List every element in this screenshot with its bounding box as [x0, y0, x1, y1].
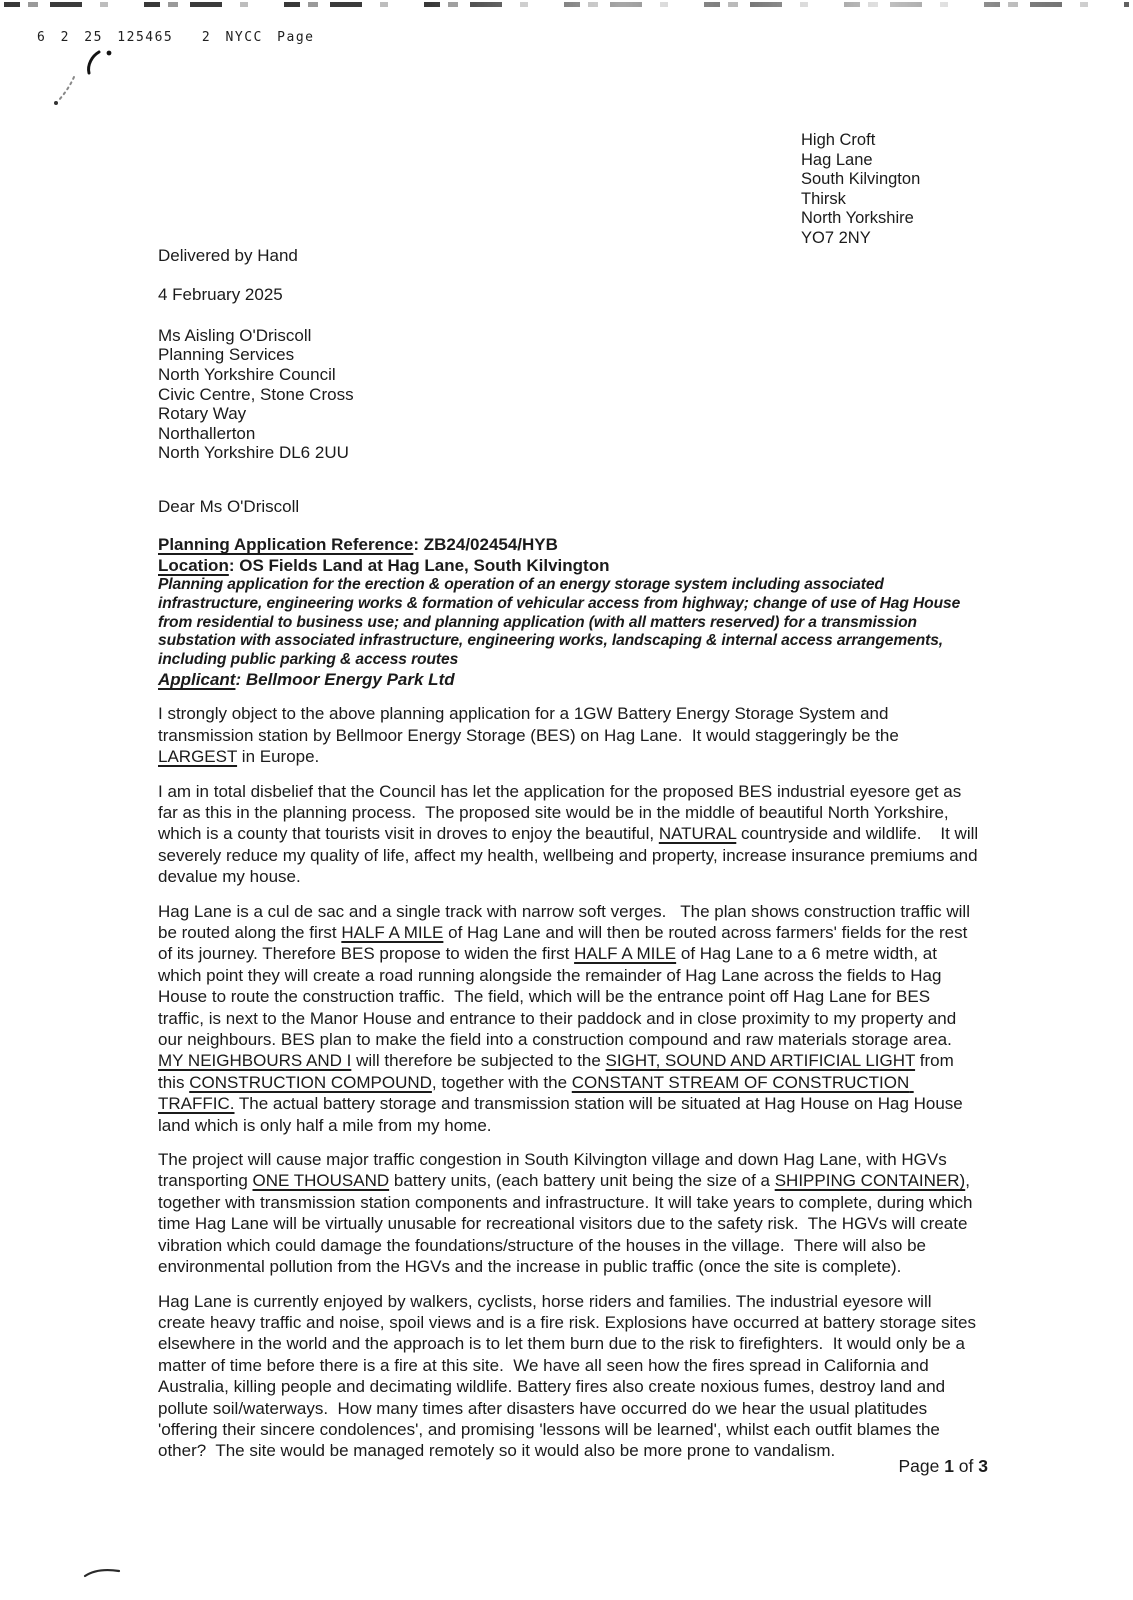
address-line: North Yorkshire DL6 2UU	[158, 443, 349, 463]
planning-reference-value: : ZB24/02454/HYB	[413, 535, 558, 555]
underlined-phrase: ONE THOUSAND	[252, 1171, 390, 1191]
applicant-line	[158, 669, 980, 691]
underlined-phrase: LARGEST	[158, 747, 238, 767]
objection-paragraph-2	[158, 781, 983, 888]
address-line: North Yorkshire Council	[158, 365, 336, 384]
text-segment: from this	[158, 1051, 959, 1092]
page-number: 1	[944, 1456, 954, 1476]
proposal-description: Planning application for the erection & operation of an energy storage system including associated infrastructure, engineering works & formation of vehicular access from highway; change of use of Hag House from residential to business use; and planning application (with all matters reserved) for a transmission substation with associated infrastructure, engineering works, landscaping & internal access arrangements, including public parking & access routes	[158, 576, 965, 668]
underlined-phrase: CONSTANT STREAM OF CONSTRUCTION TRAFFIC.	[158, 1072, 914, 1114]
delivery-method: Delivered by Hand	[158, 246, 298, 265]
planning-reference-label: Planning Application Reference	[158, 535, 414, 555]
underlined-phrase: MY NEIGHBOURS AND I	[158, 1051, 352, 1071]
address-line: Thirsk	[801, 189, 846, 208]
location-line	[158, 555, 980, 576]
text-segment: in Europe.	[237, 747, 320, 767]
salutation: Dear Ms O'Driscoll	[158, 496, 300, 516]
text-segment: of Hag Lane and will then be routed across farmers' fields for the rest of its journey. Therefore BES propose to widen the first	[158, 923, 973, 964]
text-segment: battery units, (each battery unit being the size of a	[389, 1171, 775, 1191]
applicant-label: Applicant	[158, 670, 236, 690]
text-segment: I strongly object to the above planning application for a 1GW Battery Energy Storage System and transmission station by Bellmoor Energy Storage (BES) on Hag Lane. It would staggeringly be the	[158, 704, 904, 745]
underlined-phrase: NATURAL	[658, 824, 737, 844]
address-line: Hag Lane	[801, 150, 873, 169]
letter-date: 4 February 2025	[158, 285, 283, 305]
page-footer-label: Page	[898, 1456, 945, 1476]
text-segment: of Hag Lane to a 6 metre width, at which point they will create a road running alongside the remainder of Hag Lane across the fields to Hag House to route the construction traffic. The field, which will be the entrance point off Hag Lane for BES traffic, is next to the Manor House and entrance to their paddock and in close proximity to my property and our neighbours. BES plan to make the field into a construction compound and raw materials storage area.	[158, 944, 961, 1050]
address-line: Rotary Way	[158, 404, 247, 424]
text-segment: The project will cause major traffic congestion in South Kilvington village and down Hag Lane, with HGVs transporting	[158, 1150, 952, 1191]
scan-date-stamp: 6 2 25 125465 2 NYCC Page	[37, 30, 315, 45]
objection-paragraph-5	[158, 1291, 980, 1462]
address-line: Northallerton	[158, 423, 256, 443]
text-segment: I am in total disbelief that the Council has let the application for the proposed BES industrial eyesore get as far as this in the planning process. The proposed site would be in the middle of beautiful North Yorkshire, which is a county that tourists visit in droves to enjoy the beautiful,	[158, 781, 966, 844]
text-segment: , together with transmission station components and infrastructure. It will take years to complete, during which time Hag Lane will be virtually unusable for recreational visitors due to the safety risk. The HGVs will create vibration which could damage the foundations/structure of the houses in the village. There will also be environmental pollution from the HGVs and the increase in public traffic (once the site is complete).	[158, 1171, 978, 1277]
text-segment: Hag Lane is a cul de sac and a single track with narrow soft verges. The plan shows construction traffic will be routed along the first	[158, 901, 975, 942]
text-segment: Hag Lane is currently enjoyed by walkers, cyclists, horse riders and families. The industrial eyesore will create heavy traffic and noise, spoil views and is a fire risk. Explosions have occurred at battery storage sites elsewhere in the world and the approach is to let them burn due to the risk to firefighters. It would only be a matter of time before there is a fire at this site. We have all seen how the fires spread in California and Australia, killing people and decimating wildlife. Battery fires also create noxious fumes, destroy land and pollute soil/waterways. How many times after disasters have occurred do we hear the usual platitudes 'offering their sincere condolences', and promising 'lessons will be learned', whilst each outfit blames the other? The site would be managed remotely so it would also be more prone to vandalism.	[158, 1291, 981, 1461]
text-segment: will therefore be subjected to the	[351, 1051, 606, 1071]
objection-paragraph-1	[158, 703, 980, 767]
sender-address	[801, 131, 920, 249]
page-footer-of: of	[953, 1456, 979, 1476]
underlined-phrase: HALF A MILE	[341, 923, 444, 942]
underlined-phrase: SIGHT, SOUND AND ARTIFICIAL LIGHT	[605, 1051, 916, 1071]
address-line: South Kilvington	[801, 170, 921, 189]
objection-paragraph-3	[158, 901, 980, 1136]
objection-paragraph-4	[158, 1149, 980, 1277]
planning-reference-line	[158, 534, 980, 555]
scan-artifact-top-edge	[4, 2, 1129, 7]
text-segment: countryside and wildlife. It will severely reduce my quality of life, affect my health, wellbeing and property, increase insurance premiums and devalue my house.	[158, 824, 983, 887]
address-line: YO7 2NY	[801, 228, 871, 247]
underlined-phrase: SHIPPING CONTAINER)	[774, 1171, 966, 1191]
pen-mark-squiggle	[50, 74, 80, 108]
page-total: 3	[978, 1456, 988, 1476]
underlined-phrase: CONSTRUCTION COMPOUND	[189, 1072, 432, 1092]
text-segment: The actual battery storage and transmission station will be situated at Hag House on Hag House land which is only half a mile from my home.	[158, 1094, 968, 1135]
pen-mark-bottom-stroke	[82, 1566, 122, 1580]
address-line: Ms Aisling O'Driscoll	[158, 325, 312, 345]
address-line: Planning Services	[158, 345, 295, 365]
address-line: Civic Centre, Stone Cross	[158, 384, 354, 404]
pen-mark-tick	[82, 48, 118, 78]
letter-body	[158, 245, 983, 1462]
address-line: North Yorkshire	[801, 209, 914, 228]
applicant-value: : Bellmoor Energy Park Ltd	[235, 670, 455, 690]
text-segment: , together with the	[431, 1072, 572, 1092]
recipient-address	[158, 326, 980, 463]
underlined-phrase: HALF A MILE	[574, 944, 677, 964]
page-footer	[158, 1456, 988, 1477]
address-line: High Croft	[801, 131, 876, 149]
location-label: Location	[158, 556, 229, 576]
location-value: : OS Fields Land at Hag Lane, South Kilvington	[228, 556, 610, 576]
